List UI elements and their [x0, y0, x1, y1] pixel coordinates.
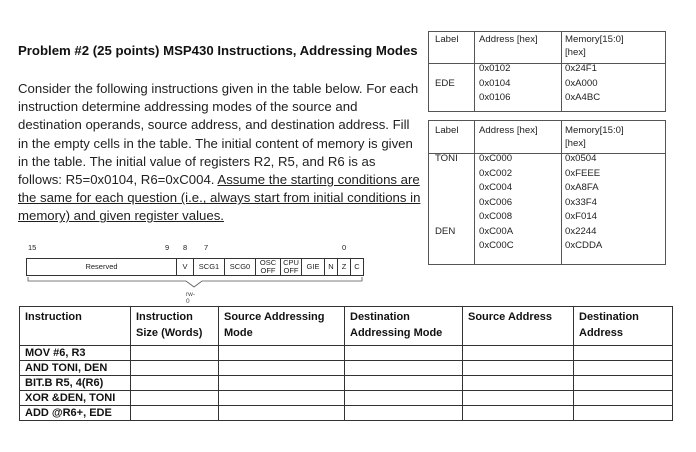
mem2-label: DEN: [435, 225, 456, 237]
size-cell[interactable]: [131, 346, 219, 361]
dst-mode-cell[interactable]: [345, 346, 463, 361]
src-mode-cell[interactable]: [219, 376, 345, 391]
size-cell[interactable]: [131, 391, 219, 406]
mem2-label: [431, 181, 475, 196]
src-mode-cell[interactable]: [219, 391, 345, 406]
mem2-label: [431, 210, 475, 225]
mem1-label: [431, 91, 475, 106]
mem2-label: TONI: [435, 153, 458, 164]
mem1-label: EDE: [435, 77, 455, 89]
memory-table-1: [431, 33, 649, 106]
mem1-memory: 0xA4BC: [565, 92, 601, 103]
mem2-header-address: Address [hex]: [479, 125, 538, 136]
access-label: rw-0: [186, 291, 196, 305]
table-row: [20, 406, 673, 421]
oscoff-bit: OSC OFF: [255, 258, 281, 276]
size-cell[interactable]: [131, 361, 219, 376]
problem-body: [18, 80, 423, 226]
reserved-field: Reserved: [26, 258, 177, 276]
instruction-cell: AND TONI, DEN: [20, 361, 131, 376]
dst-addr-cell[interactable]: [574, 361, 673, 376]
table-row: [431, 62, 649, 77]
mem1-header-address: Address [hex]: [479, 34, 538, 45]
dst-addr-cell[interactable]: [574, 391, 673, 406]
instruction-cell: ADD @R6+, EDE: [20, 406, 131, 421]
src-addr-cell[interactable]: [463, 391, 574, 406]
n-flag: N: [324, 258, 338, 276]
table-row: [431, 210, 649, 225]
mem2-address: 0xC008: [479, 211, 513, 222]
mem1-memory: 0x24F1: [565, 63, 597, 74]
table-row: [431, 91, 649, 106]
table-row: [20, 376, 673, 391]
c-flag: C: [350, 258, 364, 276]
mem2-address: 0xC00C: [479, 240, 514, 251]
bit-15-label: 15: [28, 243, 37, 252]
mem2-header-label: Label: [435, 125, 459, 136]
mem2-address: 0xC00A: [479, 225, 514, 237]
access-bracket: [26, 275, 366, 289]
mem1-header-label: Label: [435, 34, 459, 45]
mem2-address: 0xC000: [479, 153, 513, 164]
mem2-memory: 0xA8FA: [565, 182, 599, 193]
mem1-header-memory: Memory[15:0] [hex]: [565, 34, 624, 58]
problem-note: Assume the starting conditions are the same for each question (i.e., always start from initial conditions in memory) and given register values.: [18, 172, 421, 224]
table-row: [431, 152, 649, 167]
table-row: [431, 181, 649, 196]
dst-mode-cell[interactable]: [345, 376, 463, 391]
mem2-memory: 0x33F4: [565, 196, 597, 208]
src-mode-cell[interactable]: [219, 346, 345, 361]
mem2-memory: 0xCDDA: [565, 240, 603, 251]
mem2-memory: 0x0504: [565, 153, 597, 164]
bit-7-label: 7: [204, 243, 209, 252]
instruction-table: [19, 306, 673, 421]
table-row: [20, 361, 673, 376]
cpuoff-bit: CPU OFF: [280, 258, 302, 276]
size-cell[interactable]: [131, 406, 219, 421]
dst-addr-cell[interactable]: [574, 406, 673, 421]
bit-0-label: 0: [342, 243, 347, 252]
dst-mode-cell[interactable]: [345, 391, 463, 406]
memory-table-2: [431, 124, 649, 254]
scg1-bit: SCG1: [193, 258, 225, 276]
src-mode-cell[interactable]: [219, 406, 345, 421]
dst-addr-cell[interactable]: [574, 376, 673, 391]
instruction-cell: BIT.B R5, 4(R6): [20, 376, 131, 391]
mem2-label: [431, 167, 475, 182]
z-flag: Z: [337, 258, 351, 276]
problem-title: Problem #2 (25 points) MSP430 Instructions, Addressing Modes: [18, 43, 418, 58]
src-addr-cell[interactable]: [463, 376, 574, 391]
mem2-header-memory: Memory[15:0] [hex]: [565, 125, 624, 149]
mem1-label: [431, 62, 475, 77]
col-header-dst-mode: Destination Addressing Mode: [345, 307, 463, 346]
src-mode-cell[interactable]: [219, 361, 345, 376]
dst-addr-cell[interactable]: [574, 346, 673, 361]
table-row: [431, 167, 649, 182]
size-cell[interactable]: [131, 376, 219, 391]
mem1-address: 0x0106: [479, 92, 511, 103]
mem2-label: [431, 239, 475, 254]
col-header-size: Instruction Size (Words): [131, 307, 219, 346]
gie-bit: GIE: [301, 258, 325, 276]
v-flag: V: [176, 258, 194, 276]
table-row: [431, 239, 649, 254]
mem1-memory: 0xA000: [565, 77, 598, 89]
dst-mode-cell[interactable]: [345, 406, 463, 421]
table-row: [20, 346, 673, 361]
table-row: [431, 225, 649, 240]
col-header-instruction: Instruction: [20, 307, 131, 346]
mem2-memory: 0xF014: [565, 211, 597, 222]
table-row: [20, 391, 673, 406]
bit-8-label: 8: [183, 243, 188, 252]
scg0-bit: SCG0: [224, 258, 256, 276]
src-addr-cell[interactable]: [463, 346, 574, 361]
table-row: [431, 196, 649, 211]
instruction-cell: MOV #6, R3: [20, 346, 131, 361]
mem1-address: 0x0102: [479, 63, 511, 74]
src-addr-cell[interactable]: [463, 406, 574, 421]
col-header-dst-addr: Destination Address: [574, 307, 673, 346]
dst-mode-cell[interactable]: [345, 361, 463, 376]
bit-9-label: 9: [165, 243, 170, 252]
mem2-address: 0xC002: [479, 167, 513, 179]
mem2-address: 0xC004: [479, 182, 513, 193]
mem2-memory: 0x2244: [565, 225, 597, 237]
mem2-memory: 0xFEEE: [565, 167, 601, 179]
mem2-label: [431, 196, 475, 211]
col-header-src-addr: Source Address: [463, 307, 574, 346]
mem1-address: 0x0104: [479, 77, 511, 89]
instruction-cell: XOR &DEN, TONI: [20, 391, 131, 406]
src-addr-cell[interactable]: [463, 361, 574, 376]
problem-body-text: Consider the following instructions given in the table below. For each instruction determine addressing modes of the source and destination operands, source address, and destination address. Fill in the empty cells in the table. The initial content of memory is given in the table. The initial value of registers R2, R5, and R6 is as follows: R5=0x0104, R6=0xC004.: [18, 81, 419, 188]
mem2-address: 0xC006: [479, 196, 513, 208]
table-row: [431, 77, 649, 92]
col-header-src-mode: Source Addressing Mode: [219, 307, 345, 346]
